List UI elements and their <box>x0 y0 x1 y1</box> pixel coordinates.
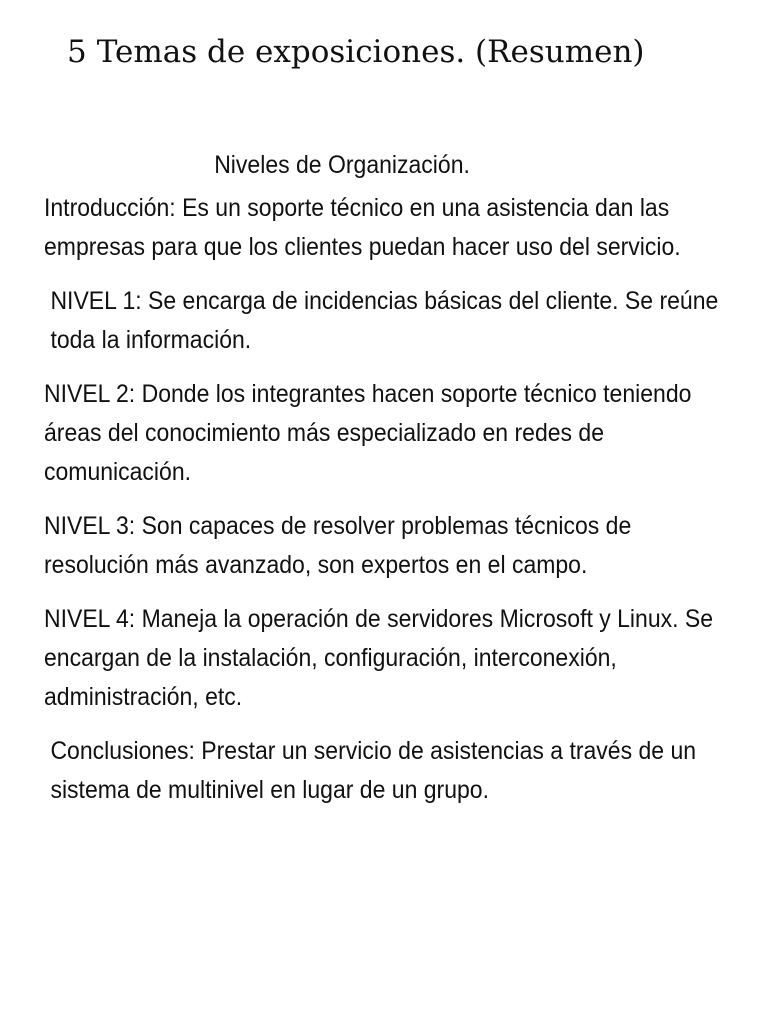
paragraph-nivel-4: NIVEL 4: Maneja la operación de servidores Microsoft y Linux. Se encargan de la instalación, configuración, interconexión, administración, etc. <box>44 605 714 711</box>
section-title: Temas de exposiciones. (Resumen) <box>96 34 645 70</box>
document-body <box>44 146 719 825</box>
paragraph-nivel-1: NIVEL 1: Se encarga de incidencias básicas del cliente. Se reúne toda la información. <box>50 287 719 354</box>
section-number: 5 <box>67 34 87 70</box>
page-title <box>67 30 645 74</box>
paragraph-conclusiones: Conclusiones: Prestar un servicio de asistencias a través de un sistema de multinivel en lugar de un grupo. <box>50 737 697 804</box>
paragraph-introduccion: Introducción: Es un soporte técnico en una asistencia dan las empresas para que los clientes puedan hacer uso del servicio. <box>44 194 681 261</box>
subtitle: Niveles de Organización. <box>214 151 470 179</box>
paragraph-nivel-2: NIVEL 2: Donde los integrantes hacen soporte técnico teniendo áreas del conocimiento más especializado en redes de comunicación. <box>44 380 692 486</box>
paragraph-nivel-3: NIVEL 3: Son capaces de resolver problemas técnicos de resolución más avanzado, son expertos en el campo. <box>44 512 632 579</box>
